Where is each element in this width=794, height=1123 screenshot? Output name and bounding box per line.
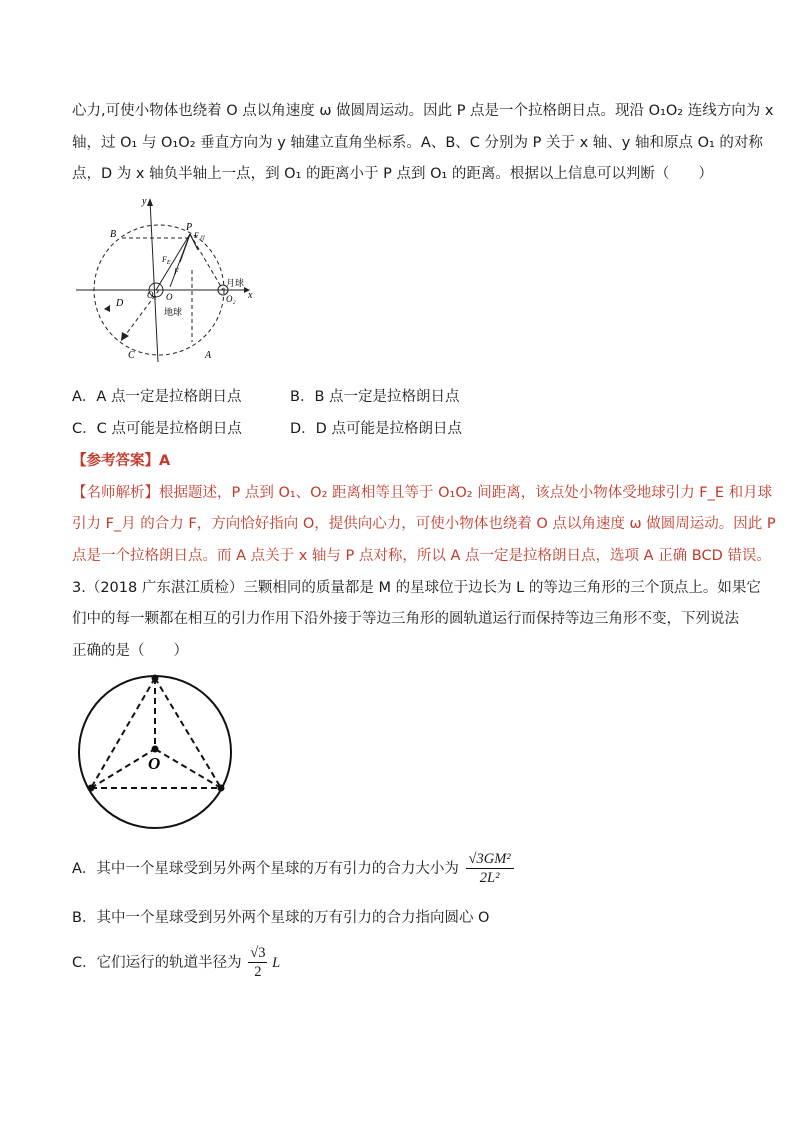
star-right (218, 785, 225, 792)
arrow-c (121, 332, 129, 341)
q3-option-a-fraction (466, 850, 514, 887)
q3-option-a-text: A．其中一个星球受到另外两个星球的万有引力的合力大小为 (72, 860, 459, 877)
q2-analysis-2: 引力 F_月 的合力 F，方向恰好指向 O，提供向心力，可使小物体也绕着 O 点以角速度 ω 做圆周运动。因此 P (72, 516, 776, 532)
label-x: x (248, 290, 253, 301)
label-d: D (116, 298, 124, 309)
y-axis-arrow (147, 198, 153, 206)
label-a: A (205, 350, 212, 361)
q2-analysis-1: 【名师解析】根据题述，P 点到 O₁、O₂ 距离相等且等于 O₁O₂ 间距离，该点处小物体受地球引力 F_E 和月球 (72, 485, 773, 501)
q3-option-b: B．其中一个星球受到另外两个星球的万有引力的合力指向圆心 O (72, 910, 490, 926)
label-o1: O₁ (147, 290, 157, 300)
q2-option-c: C．C 点可能是拉格朗日点 (72, 421, 242, 437)
star-left (88, 785, 95, 792)
q3-option-c-denominator: 2 (254, 964, 262, 980)
q3-option-a-denominator: 2L² (479, 870, 500, 886)
label-moon: 月球 (226, 278, 245, 288)
q2-answer: 【参考答案】A (72, 453, 171, 469)
q2-line-3: 点，D 为 x 轴负半轴上一点，到 O₁ 的距离小于 P 点到 O₁ 的距离。根据以上信息可以判断（ ） (72, 166, 713, 182)
q3-option-a (72, 850, 514, 887)
label-b: B (110, 229, 117, 240)
triangle-figure (76, 672, 238, 832)
label-fm: $F_月$ (194, 231, 205, 242)
q2-option-d: D．D 点可能是拉格朗日点 (290, 421, 462, 437)
star-top (152, 675, 159, 682)
q3-line-3: 正确的是（ ） (72, 643, 188, 659)
median-right (155, 749, 221, 788)
triangle-side-right (155, 678, 221, 788)
q3-line-2: 们中的每一颗都在相互的引力作用下沿外接于等边三角形的圆轨道运行而保持等边三角形不变，下列说法 (72, 611, 739, 627)
q2-option-a: A．A 点一定是拉格朗日点 (72, 389, 242, 405)
q2-option-b: B．B 点一定是拉格朗日点 (290, 389, 460, 405)
label-fe: $F_E$ (162, 255, 171, 266)
q2-analysis-3: 点是一个拉格朗日点。而 A 点关于 x 轴与 P 点对称，所以 A 点一定是拉格朗日点，选项 A 正确 BCD 错误。 (72, 548, 771, 564)
q3-option-c-text: C．它们运行的轨道半径为 (72, 954, 242, 971)
label-f: F (174, 267, 179, 276)
label-p: P (186, 222, 193, 233)
label-earth: 地球 (164, 307, 183, 317)
label-c: C (128, 350, 135, 361)
q3-option-a-numerator: √3GM² (466, 850, 514, 869)
label-o2: O₂ (226, 294, 236, 304)
q2-line-2: 轴，过 O₁ 与 O₁O₂ 垂直方向为 y 轴建立直角坐标系。A、B、C 分别为 P 关于 x 轴、y 轴和原点 O₁ 的对称 (72, 135, 763, 151)
label-o: O (166, 292, 173, 302)
median-left (91, 749, 155, 788)
q3-option-c-fraction (248, 944, 267, 981)
q3-option-c-unit: L (272, 954, 281, 971)
q3-option-c (72, 944, 280, 981)
label-y: y (142, 196, 147, 207)
q3-option-c-numerator: √3 (250, 945, 266, 961)
arrow-d (104, 305, 110, 312)
triangle-side-left (91, 678, 155, 788)
q3-line-1: 3.（2018 广东湛江质检）三颗相同的质量都是 M 的星球位于边长为 L 的等边三角形的三个顶点上。如果它 (72, 580, 761, 596)
y-axis (150, 200, 158, 362)
label-center-o: O (148, 754, 161, 773)
center-point (152, 746, 159, 753)
q2-line-1: 心力,可使小物体也绕着 O 点以角速度 ω 做圆周运动。因此 P 点是一个拉格朗日点。现沿 O₁O₂ 连线方向为 x (72, 103, 774, 119)
lagrange-figure (74, 192, 254, 364)
